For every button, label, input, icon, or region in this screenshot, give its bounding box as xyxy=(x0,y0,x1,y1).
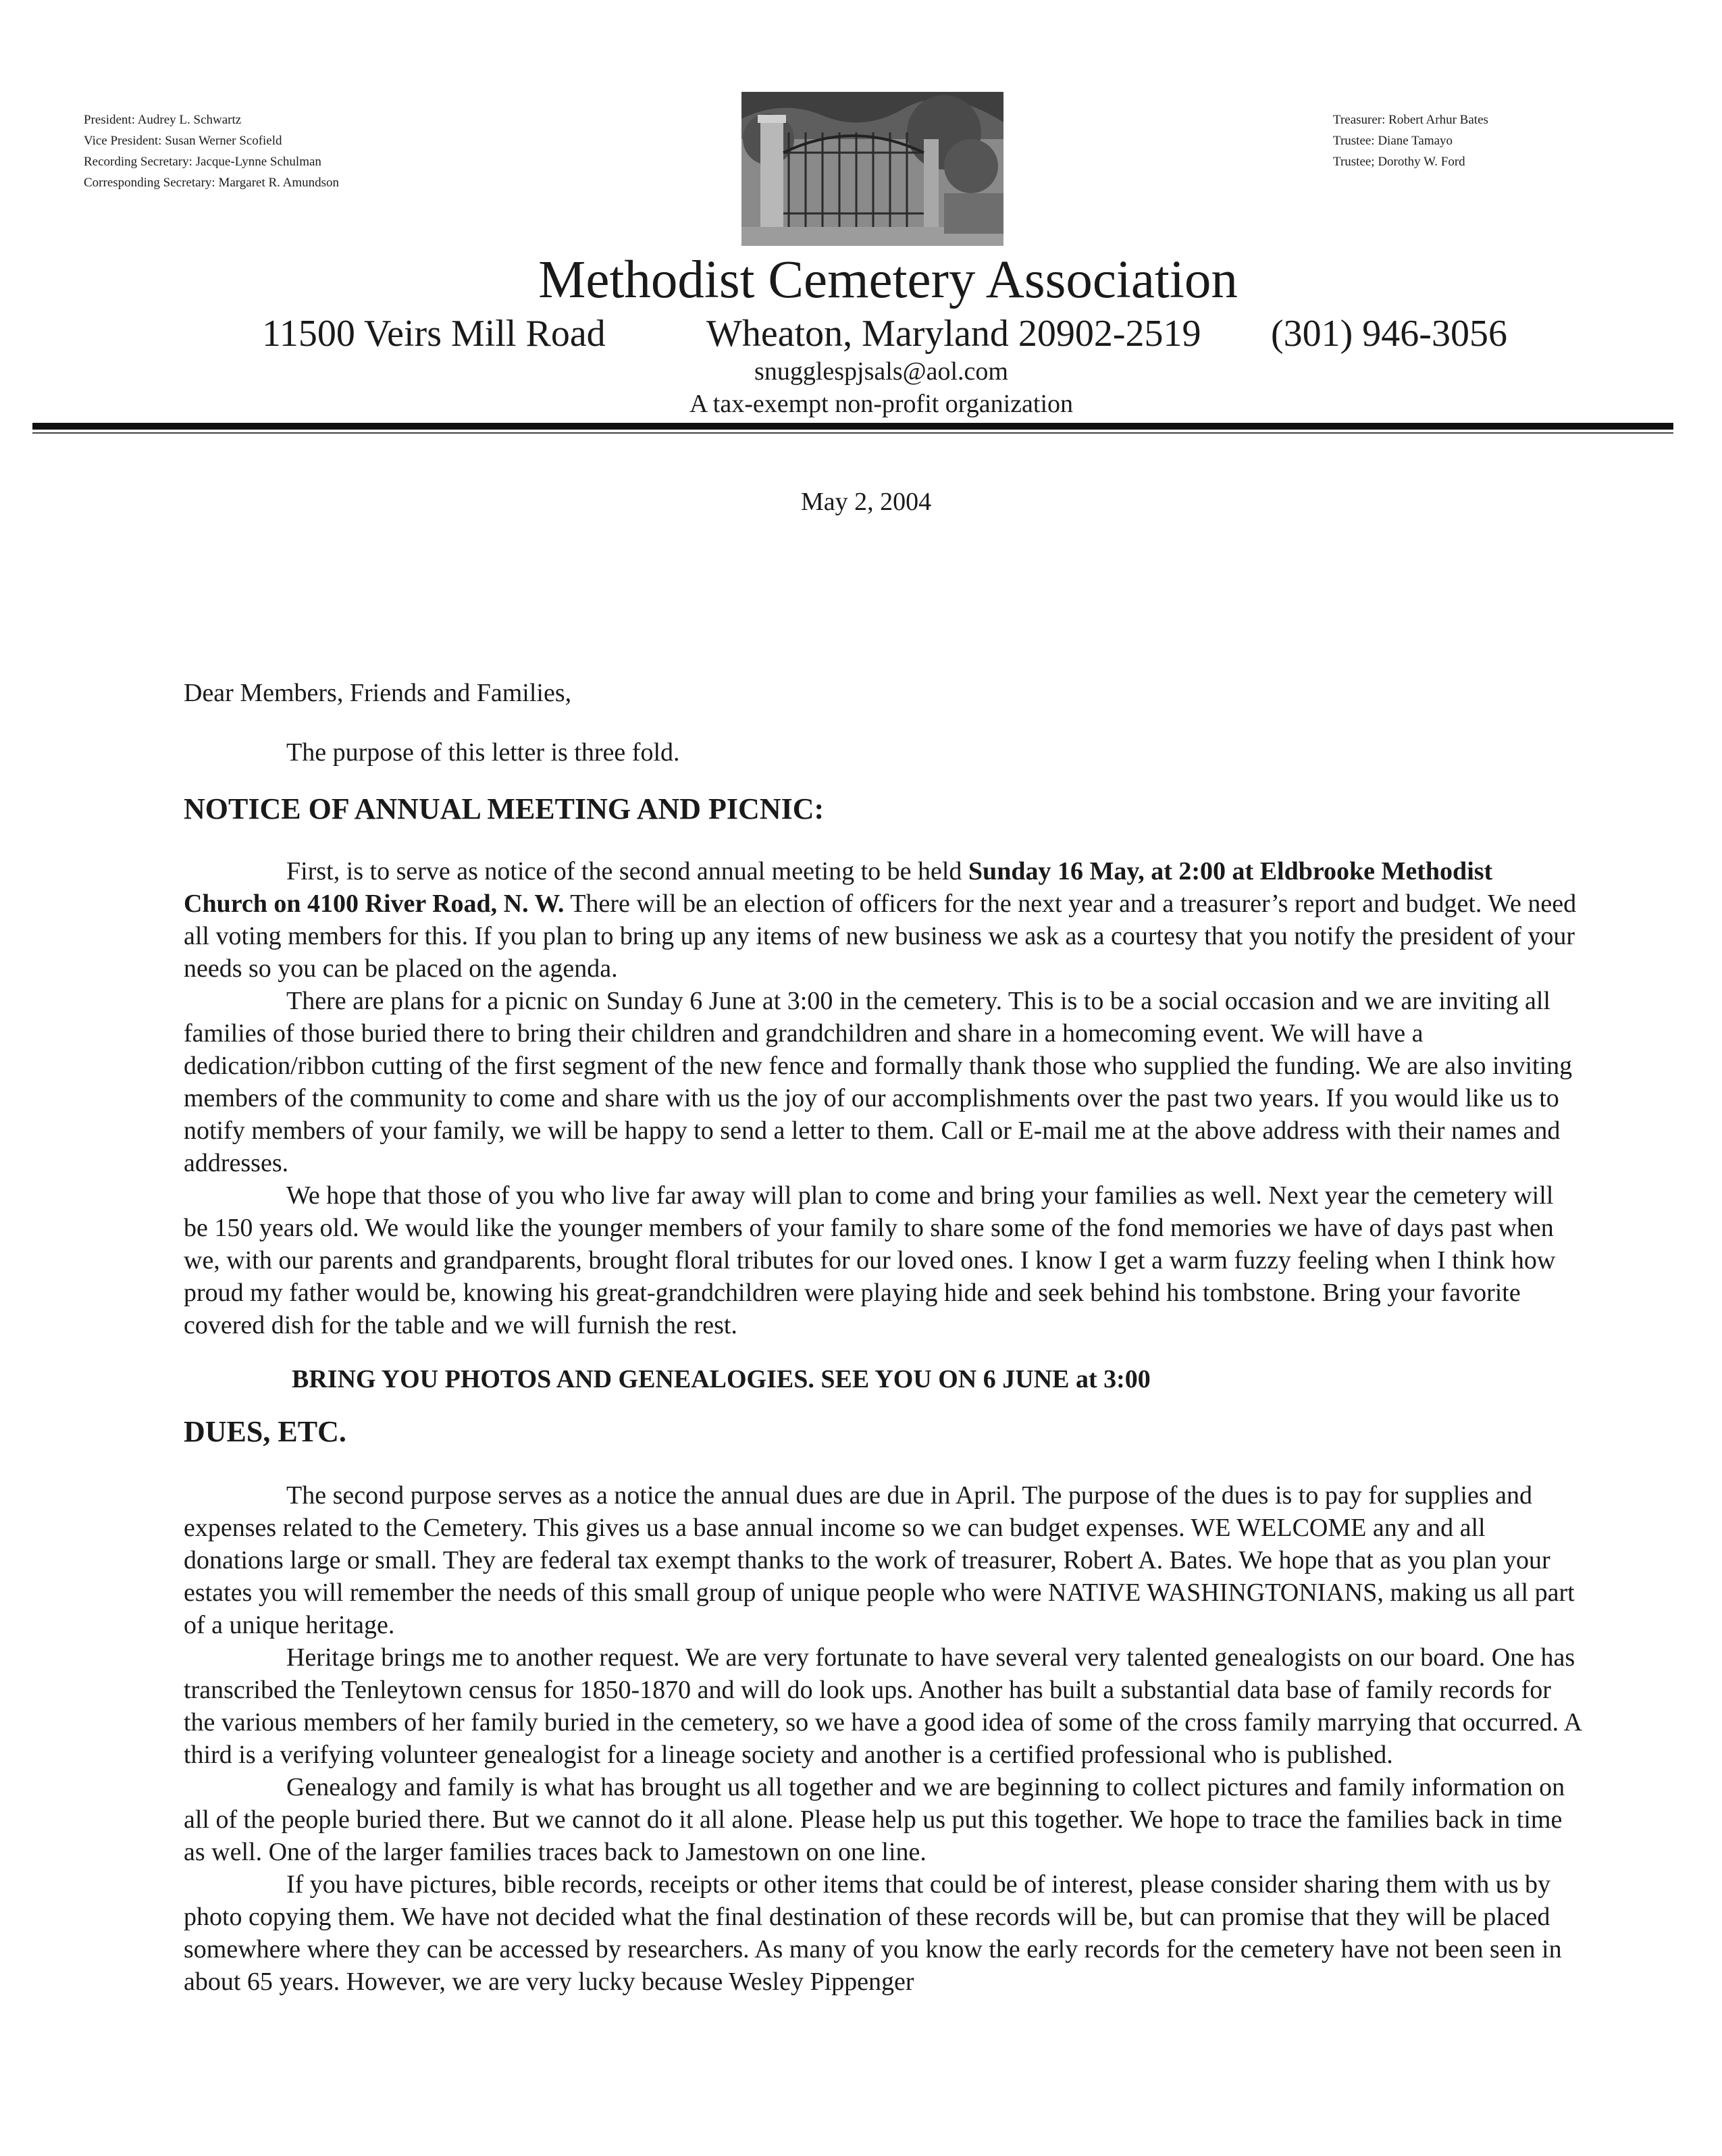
heritage-paragraph: Heritage brings me to another request. We are very fortunate to have several very talented genealogists on our board. One has transcribed the Tenleytown census for 1850-1870 and will do look ups. Another has built a substantial data base of family records for the various members of her family buried in the cemetery, so we have a good idea of some of the cross family marrying that occurred. A third is a verifying volunteer genealogist for a lineage society and another is a certified professional who is published. xyxy=(184,1643,1581,1769)
photos-callout: BRING YOU PHOTOS AND GENEALOGIES. SEE YOU ON 6 JUNE at 3:00 xyxy=(292,1365,1151,1393)
officer-trustee-1: Trustee: Diane Tamayo xyxy=(1333,134,1453,148)
families-paragraph: We hope that those of you who live far away will plan to come and bring your families as well. Next year the cemetery will be 150 years old. We would like the younger members of your family to share some of the fond memories we have of days past when we, with our parents and grandparents, brought floral tributes for our loved ones. I know I get a warm fuzzy feeling when I think how proud my father would be, knowing his great-grandchildren were playing hide and seek behind his tombstone. Bring your favorite covered dish for the table and we will furnish the rest. xyxy=(184,1181,1556,1339)
officer-corresponding-secretary: Corresponding Secretary: Margaret R. Amundson xyxy=(84,176,339,190)
letterhead-divider-thin xyxy=(32,432,1673,434)
officer-treasurer: Treasurer: Robert Arhur Bates xyxy=(1333,113,1488,127)
dues-paragraph: The second purpose serves as a notice the annual dues are due in April. The purpose of the dues is to pay for supplies and expenses related to the Cemetery. This gives us a base annual income so we can budget expenses. WE WELCOME any and all donations large or small. They are federal tax exempt thanks to the work of treasurer, Robert A. Bates. We hope that as you plan your estates you will remember the needs of this small group of unique people who were NATIVE WASHINGTONIANS, making us all part of a unique heritage. xyxy=(184,1481,1575,1639)
phone-number: (301) 946-3056 xyxy=(1271,313,1507,355)
section-heading-annual-meeting: NOTICE OF ANNUAL MEETING AND PICNIC: xyxy=(184,792,825,825)
email-address: snugglespjsals@aol.com xyxy=(754,357,1008,386)
tax-exempt-tagline: A tax-exempt non-profit organization xyxy=(689,390,1074,418)
officers-list-left xyxy=(84,109,339,193)
picnic-paragraph: There are plans for a picnic on Sunday 6 June at 3:00 in the cemetery. This is to be a social occasion and we are inviting all families of those buried there to bring their children and grandchildren and share in a homecoming event. We will have a dedication/ribbon cutting of the first segment of the new fence and formally thank those who supplied the funding. We are also inviting members of the community to come and share with us the joy of our accomplishments over the past two years. If you would like us to notify members of your family, we will be happy to send a letter to them. Call or E-mail me at the above address with their names and addresses. xyxy=(184,987,1573,1177)
genealogy-paragraph: Genealogy and family is what has brought us all together and we are beginning to collect pictures and family information on all of the people buried there. But we cannot do it all alone. Please help us put this together. We hope to trace the families back in time as well. One of the larger families traces back to Jamestown on one line. xyxy=(184,1773,1565,1866)
purpose-sentence: The purpose of this letter is three fold. xyxy=(286,738,680,767)
city-state-zip: Wheaton, Maryland 20902-2519 xyxy=(706,313,1201,355)
organization-name: Methodist Cemetery Association xyxy=(538,251,1238,309)
meeting-date-location: Sunday 16 May, at 2:00 at Eldbrooke Methodist Church on 4100 River Road, N. W. xyxy=(184,857,1493,918)
officer-vice-president: Vice President: Susan Werner Scofield xyxy=(84,134,282,148)
officers-list-right xyxy=(1333,109,1488,172)
meeting-paragraph xyxy=(184,855,1582,985)
letter-date: May 2, 2004 xyxy=(801,488,932,516)
section-heading-dues: DUES, ETC. xyxy=(184,1415,346,1448)
officer-trustee-2: Trustee; Dorothy W. Ford xyxy=(1333,155,1465,169)
salutation: Dear Members, Friends and Families, xyxy=(184,679,572,707)
officer-president: President: Audrey L. Schwartz xyxy=(84,113,242,127)
letter-body xyxy=(184,677,1582,1998)
letterhead-divider xyxy=(32,423,1673,430)
meeting-text-end: There will be an election of officers for the next year and a treasurer’s report and budget. We need all voting members for this. If you plan to bring up any items of new business we ask as a courtesy that you notify the president of your needs so you can be placed on the agenda. xyxy=(184,890,1577,983)
records-paragraph: If you have pictures, bible records, receipts or other items that could be of interest, please consider sharing them with us by photo copying them. We have not decided what the final destination of these records will be, but can promise that they will be placed somewhere where they can be accessed by researchers. As many of you know the early records for the cemetery have not been seen in about 65 years. However, we are very lucky because Wesley Pippenger xyxy=(184,1870,1562,1996)
officer-recording-secretary: Recording Secretary: Jacque-Lynne Schulman xyxy=(84,155,321,169)
street-address: 11500 Veirs Mill Road xyxy=(262,313,606,355)
meeting-text-start: First, is to serve as notice of the second annual meeting to be held xyxy=(286,857,968,886)
cemetery-gate-photo xyxy=(741,92,1003,246)
